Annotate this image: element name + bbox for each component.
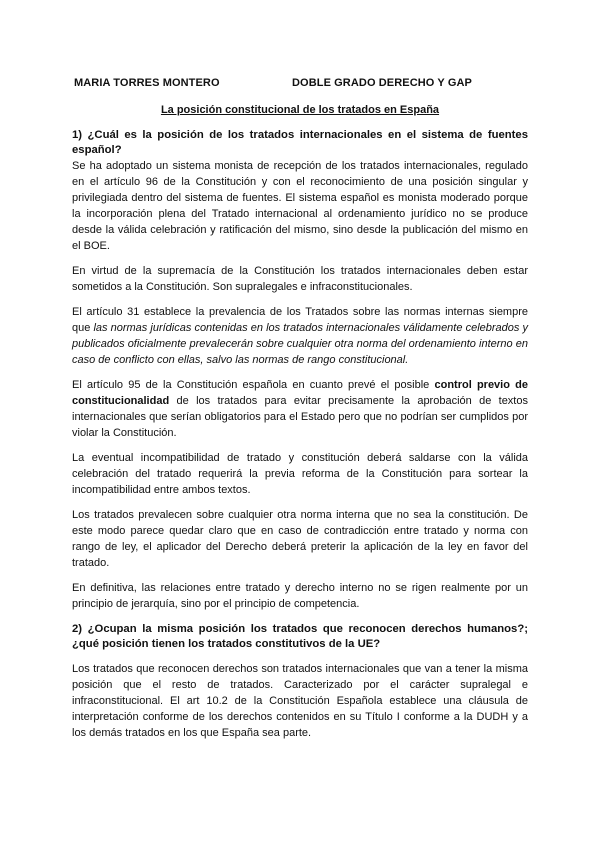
paragraph-1-4-text-a: El artículo 95 de la Constitución española en cuanto prevé el posible [72, 379, 435, 391]
document-content [72, 77, 528, 741]
paragraph-1-7: En definitiva, las relaciones entre tratado y derecho interno no se rigen realmente por un principio de jerarquía, sino por el principio de competencia. [72, 582, 528, 610]
paragraph-1-3-text: El artículo 31 establece la prevalencia de los Tratados sobre las normas internas siempre que [72, 306, 528, 334]
paragraph-1-4-text-b: de los tratados para evitar precisamente la aprobación de textos internacionales que serían obligatorios para el Estado pero que no podrían ser cumplidos por violar la Constitución. [72, 395, 528, 439]
paragraph-2-1: Los tratados que reconocen derechos son tratados internacionales que van a tener la misma posición que el resto de tratados. Caracterizado por el carácter supralegal e infraconstitucional. El art 10.2 de la Constitución Española establece una cláusula de interpretación conforme de los derechos contenidos en su Título I conforme a la DUDH y a los demás tratados en los que España sea parte. [72, 663, 528, 739]
paragraph-1-1: Se ha adoptado un sistema monista de recepción de los tratados internacionales, regulado en el artículo 96 de la Constitución y con el reconocimiento de una posición singular y privilegiada dentro del sistema de fuentes. El sistema español es monista moderado porque la incorporación plena del Tratado internacional al ordenamiento jurídico no se produce desde la válida celebración y ratificación del mismo, sino desde la publicación del mismo en el BOE. [72, 160, 528, 252]
paragraph-1-2: En virtud de la supremacía de la Constitución los tratados internacionales deben estar sometidos a la Constitución. Son supralegales e infraconstitucionales. [72, 265, 528, 293]
question-1: 1) ¿Cuál es la posición de los tratados internacionales en el sistema de fuentes español? [72, 129, 528, 156]
author-name: MARIA TORRES MONTERO [74, 77, 220, 89]
degree-name: DOBLE GRADO DERECHO Y GAP [292, 77, 472, 89]
document-header [72, 77, 528, 93]
paragraph-1-3-quote: las normas jurídicas contenidas en los tratados internacionales válidamente celebrados y publicados oficialmente prevalecerán sobre cualquier otra norma del ordenamiento interno en caso de conflicto con ellas, salvo las normas de rango constitucional. [72, 322, 528, 366]
paragraph-1-6: Los tratados prevalecen sobre cualquier otra norma interna que no sea la constitución. De este modo parece quedar claro que en caso de contradicción entre tratado y norma con rango de ley, el aplicador del Derecho deberá preterir la aplicación de la ley en favor del tratado. [72, 509, 528, 569]
paragraph-1-4 [72, 377, 528, 441]
question-2: 2) ¿Ocupan la misma posición los tratados que reconocen derechos humanos?; ¿qué posición tienen los tratados constitutivos de la UE? [72, 623, 528, 650]
document-title: La posición constitucional de los tratados en España [160, 104, 440, 116]
paragraph-1-3 [72, 304, 528, 368]
paragraph-1-4-bold: control previo de constitucionalidad [72, 379, 528, 407]
paragraph-1-5: La eventual incompatibilidad de tratado y constitución deberá saldarse con la válida celebración del tratado requerirá la previa reforma de la Constitución para sortear la incompatibilidad entre ambos textos. [72, 452, 528, 496]
